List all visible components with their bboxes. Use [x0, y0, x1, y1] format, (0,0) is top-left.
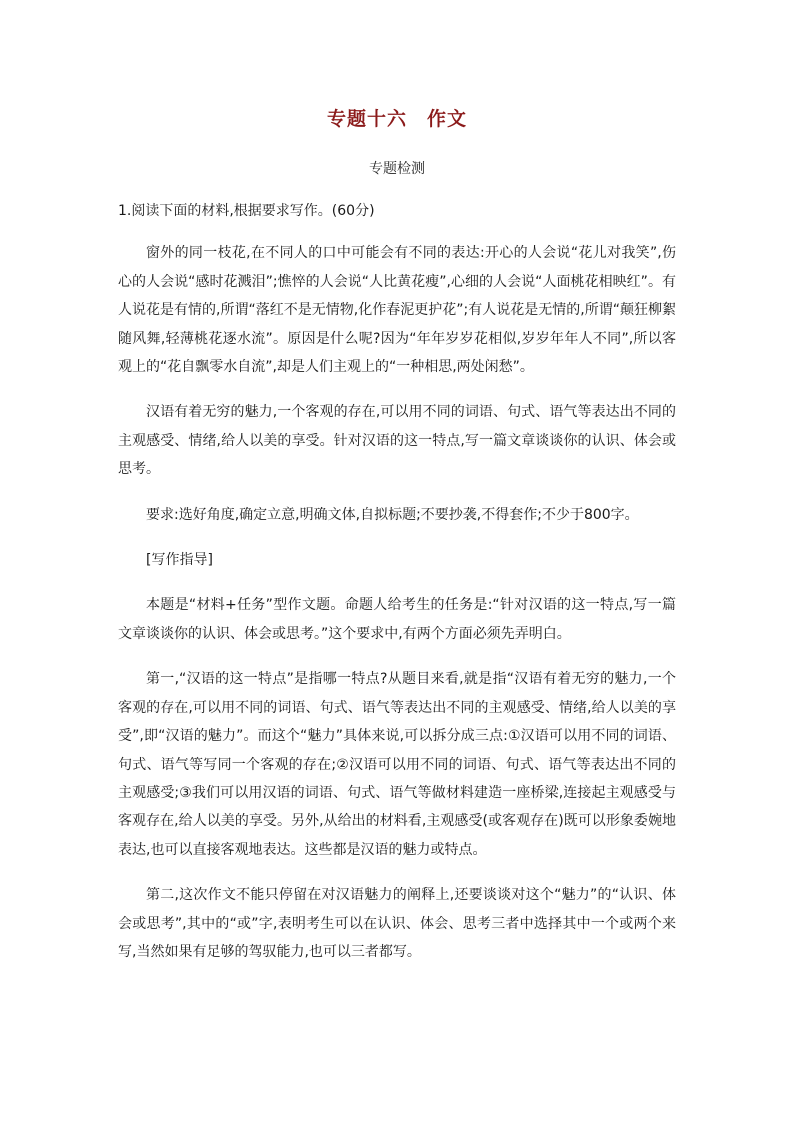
question-prompt: 1.阅读下面的材料,根据要求写作。(60分) [118, 203, 375, 219]
document-body [118, 197, 676, 983]
guidance-heading: [写作指导] [146, 552, 213, 569]
task-paragraph: 汉语有着无穷的魅力,一个客观的存在,可以用不同的词语、句式、语气等表达出不同的主观感受、情绪,给人以美的享受。针对汉语的这一特点,写一篇文章谈谈你的认识、体会或思考。 [118, 404, 676, 478]
material-paragraph: 窗外的同一枝花,在不同人的口中可能会有不同的表达:开心的人会说“花儿对我笑”,伤心的人会说“感时花溅泪”;憔悴的人会说“人比黄花瘦”,心细的人会说“人面桃花相映红”。有人说花是有情的,所谓“落红不是无情物,化作春泥更护花”;有人说花是无情的,所谓“颠狂柳絮随风舞,轻薄桃花逐水流”。原因是什么呢?因为“年年岁岁花相似,岁岁年年人不同”,所以客观上的“花自飘零水自流”,却是人们主观上的“一种相思,两处闲愁”。 [118, 245, 676, 376]
guidance-point-one: 第一,“汉语的这一特点”是指哪一特点?从题目来看,就是指“汉语有着无穷的魅力,一个客观的存在,可以用不同的词语、句式、语气等表达出不同的主观感受、情绪,给人以美的享受”,即“汉语的魅力”。而这个“魅力”具体来说,可以拆分成三点:①汉语可以用不同的词语、句式、语气等写同一个客观的存在;②汉语可以用不同的词语、句式、语气等表达出不同的主观感受;③我们可以用汉语的词语、句式、语气等做材料建造一座桥梁,连接起主观感受与客观存在,给人以美的享受。另外,从给出的材料看,主观感受(或客观存在)既可以形象委婉地表达,也可以直接客观地表达。这些都是汉语的魅力或特点。 [118, 671, 676, 858]
page-subtitle: 专题检测 [369, 161, 425, 177]
requirements-paragraph: 要求:选好角度,确定立意,明确文体,自拟标题;不要抄袭,不得套作;不少于800字。 [146, 506, 639, 523]
page-title: 专题十六 作文 [326, 108, 467, 130]
guidance-intro-paragraph: 本题是“材料+任务”型作文题。命题人给考生的任务是:“针对汉语的这一特点,写一篇文章谈谈你的认识、体会或思考。”这个要求中,有两个方面必须先弄明白。 [118, 597, 676, 642]
guidance-point-two: 第二,这次作文不能只停留在对汉语魅力的阐释上,还要谈谈对这个“魅力”的“认识、体会或思考”,其中的“或”字,表明考生可以在认识、体会、思考三者中选择其中一个或两个来写,当然如果有足够的驾驭能力,也可以三者都写。 [118, 887, 676, 960]
